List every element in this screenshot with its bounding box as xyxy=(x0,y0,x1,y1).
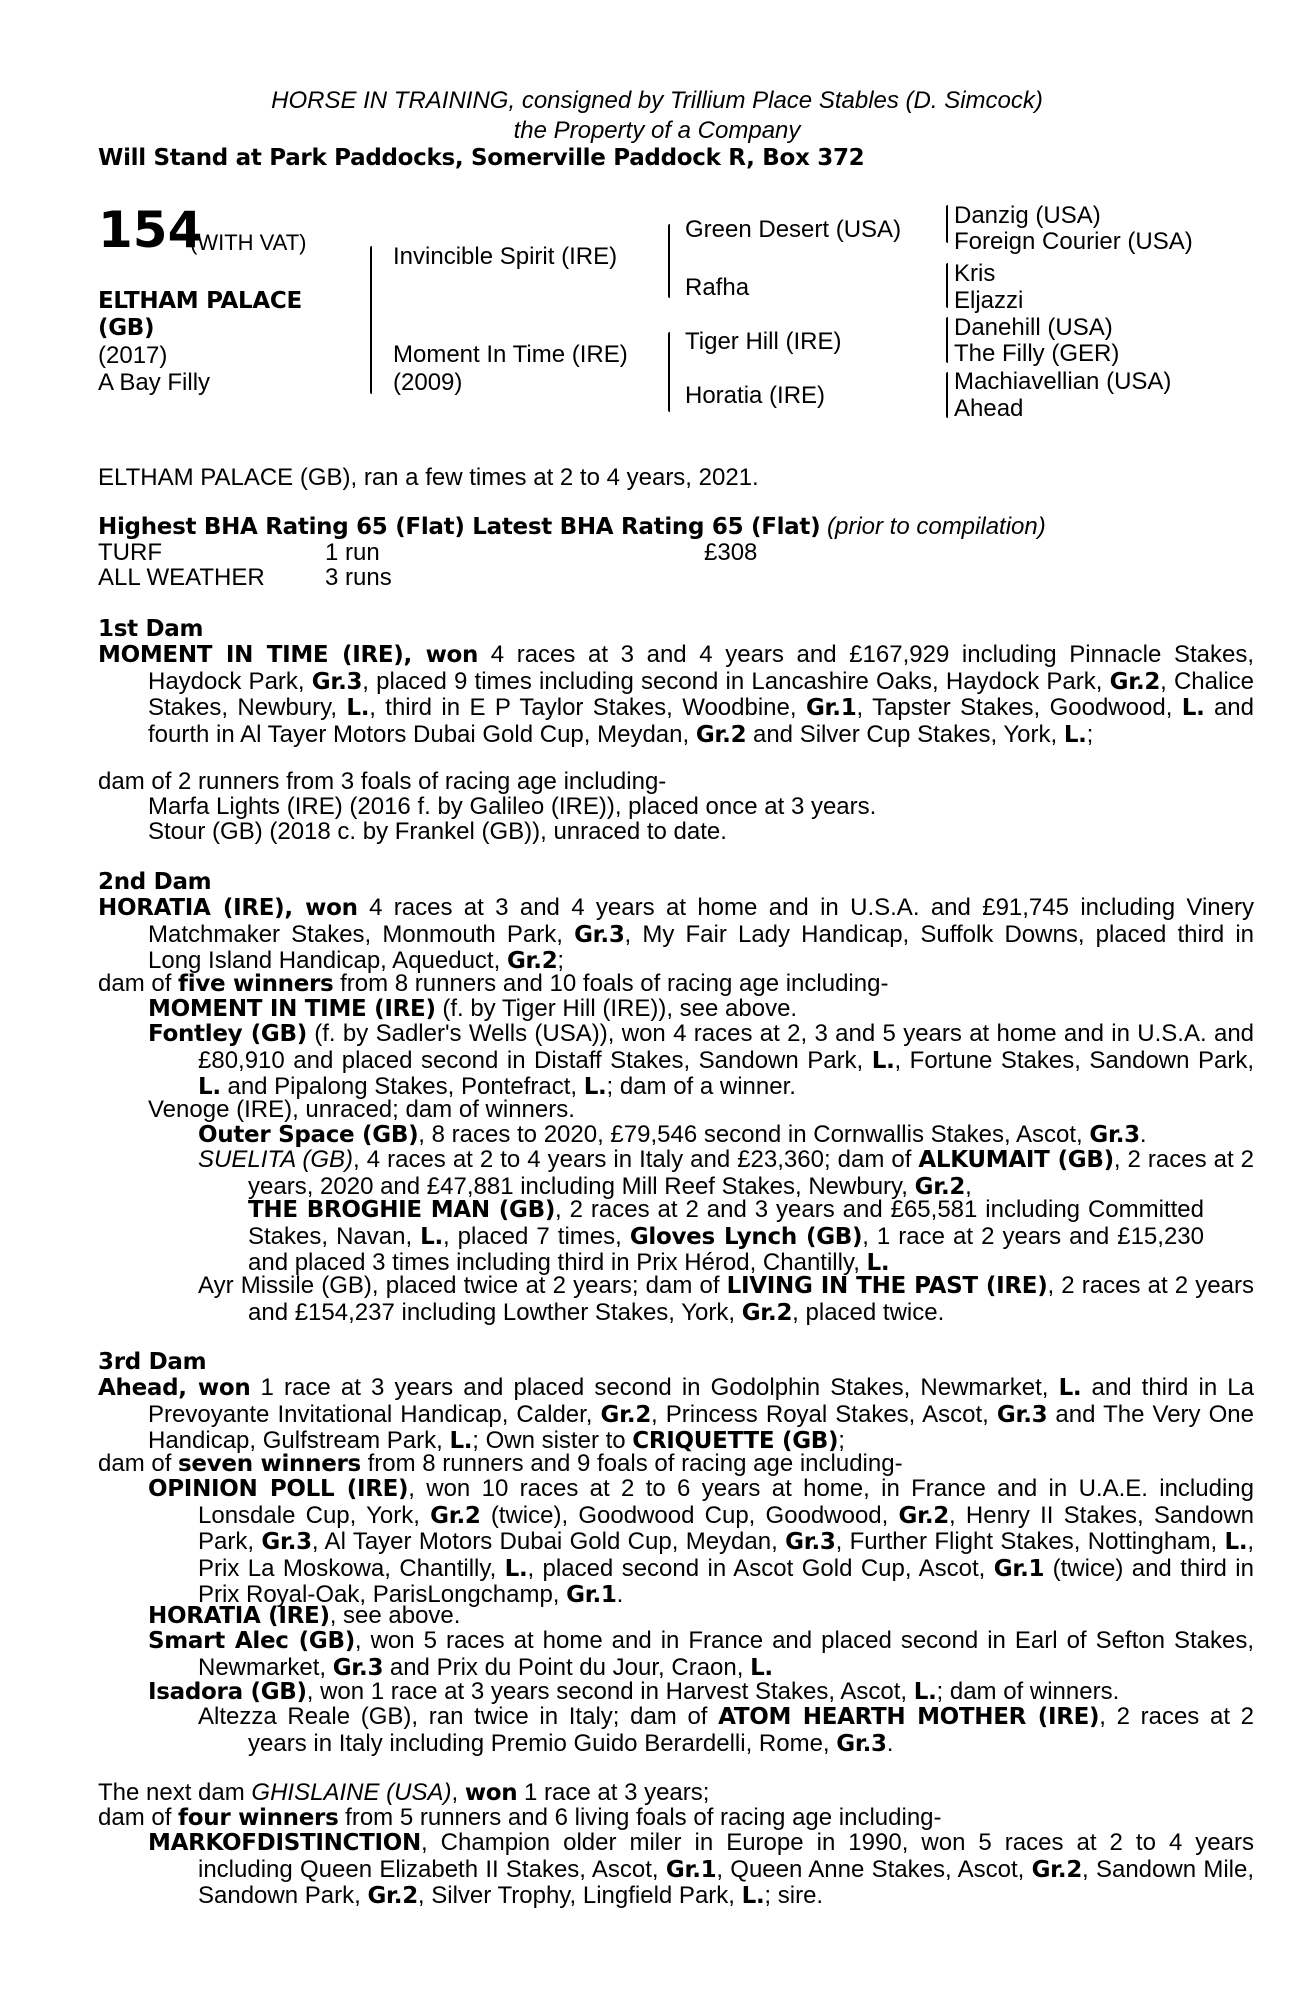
horse-year: (2017) xyxy=(98,342,168,369)
pedigree-brace xyxy=(668,224,670,298)
dam3-progeny: Isadora (GB), won 1 race at 3 years second in Harvest Stakes, Ascot, L.; dam of winners. xyxy=(148,1678,1120,1705)
dam-dam: Horatia (IRE) xyxy=(685,382,826,409)
rating-note: (prior to compilation) xyxy=(826,513,1046,540)
dam1-paragraph: MOMENT IN TIME (IRE), won 4 races at 3 and 4 years and £167,929 including Pinnacle Stakes, Haydock Park, Gr.3, placed 9 times including second in Lancashire Oaks, Haydock Park, Gr.2, Chalice Stakes, Newbury, L., third in E P Taylor Stakes, Woodbine, Gr.1, Tapster Stakes, Goodwood, L. and fourth in Al Tayer Motors Dubai Gold Cup, Meydan, Gr.2 and Silver Cup Stakes, York, L.; xyxy=(98,641,1255,748)
horse-description: A Bay Filly xyxy=(98,369,211,396)
nextdam-line: The next dam GHISLAINE (USA), won 1 race at 3 years; xyxy=(98,1779,710,1806)
race-summary: ELTHAM PALACE (GB), ran a few times at 2 to 4 years, 2021. xyxy=(98,464,759,491)
dam1-progeny: Stour (GB) (2018 c. by Frankel (GB)), unraced to date. xyxy=(148,818,727,845)
dam2-dam-of: dam of five winners from 8 runners and 10 foals of racing age including- xyxy=(98,970,889,997)
dam3-grand-progeny: Altezza Reale (GB), ran twice in Italy; dam of ATOM HEARTH MOTHER (IRE), 2 races at 2 years in Italy including Premio Guido Berardelli, Rome, Gr.3. xyxy=(198,1703,1254,1757)
dam-sire-sire: Danehill (USA) xyxy=(954,314,1113,341)
dam3-progeny: OPINION POLL (IRE), won 10 races at 2 to 6 years at home, in France and in U.A.E. including Lonsdale Cup, York, Gr.2 (twice), Goodwood Cup, Goodwood, Gr.2, Henry II Stakes, Sandown Park, Gr.3, Al Tayer Motors Dubai Gold Cup, Meydan, Gr.3, Further Flight Stakes, Nottingham, L., Prix La Moskowa, Chantilly, L., placed second in Ascot Gold Cup, Ascot, Gr.1 (twice) and third in Prix Royal-Oak, ParisLongchamp, Gr.1. xyxy=(148,1475,1254,1608)
dam2-heading: 2nd Dam xyxy=(98,869,212,895)
nextdam-dam-of: dam of four winners from 5 runners and 6 living foals of racing age including- xyxy=(98,1804,942,1831)
rating-title xyxy=(98,514,1046,541)
sire-sire-dam: Foreign Courier (USA) xyxy=(954,228,1193,255)
sire-sire: Green Desert (USA) xyxy=(685,216,902,243)
dam-year: (2009) xyxy=(393,369,463,396)
pedigree-brace xyxy=(370,246,372,394)
dam-dam-dam: Ahead xyxy=(954,395,1024,422)
dam2-grand-progeny: Outer Space (GB), 8 races to 2020, £79,546 second in Cornwallis Stakes, Ascot, Gr.3. xyxy=(198,1121,1147,1148)
dam2-paragraph: HORATIA (IRE), won 4 races at 3 and 4 years at home and in U.S.A. and £91,745 including Vinery Matchmaker Stakes, Monmouth Park, Gr.3, My Fair Lady Handicap, Suffolk Downs, placed third in Long Island Handicap, Aqueduct, Gr.2; xyxy=(98,894,1255,974)
sire-dam-sire: Kris xyxy=(954,260,996,287)
dam3-progeny: Smart Alec (GB), won 5 races at home and in France and placed second in Earl of Sefton Stakes, Newmarket, Gr.3 and Prix du Point du Jour, Craon, L. xyxy=(148,1627,1255,1681)
pedigree-brace xyxy=(946,372,948,418)
dam2-great-grand-progeny: THE BROGHIE MAN (GB), 2 races at 2 and 3 years and £65,581 including Committed Stakes, Navan, L., placed 7 times, Gloves Lynch (GB), 1 race at 2 years and £15,230 and placed 3 times including third in Prix Hérod, Chantilly, L. xyxy=(248,1196,1204,1276)
dam3-dam-of: dam of seven winners from 8 runners and 9 foals of racing age including- xyxy=(98,1450,903,1477)
sire-sire-sire: Danzig (USA) xyxy=(954,202,1101,229)
dam3-paragraph: Ahead, won 1 race at 3 years and placed second in Godolphin Stakes, Newmarket, L. and third in La Prevoyante Invitational Handicap, Calder, Gr.2, Princess Royal Stakes, Ascot, Gr.3 and The Very One Handicap, Gulfstream Park, L.; Own sister to CRIQUETTE (GB); xyxy=(98,1374,1255,1454)
dam-dam-sire: Machiavellian (USA) xyxy=(954,368,1172,395)
rating-row-earnings: £308 xyxy=(704,539,758,566)
rating-title-text: Highest BHA Rating 65 (Flat) Latest BHA Rating 65 (Flat) xyxy=(98,514,821,540)
sire-dam: Rafha xyxy=(685,274,750,301)
dam1-heading: 1st Dam xyxy=(98,616,204,642)
lot-vat: (WITH VAT) xyxy=(190,230,307,255)
dam2-grand-progeny: Ayr Missile (GB), placed twice at 2 years; dam of LIVING IN THE PAST (IRE), 2 races at 2 years and £154,237 including Lowther Stakes, York, Gr.2, placed twice. xyxy=(198,1272,1254,1326)
horse-name: ELTHAM PALACE xyxy=(98,288,302,314)
dam2-progeny: Fontley (GB) (f. by Sadler's Wells (USA)), won 4 races at 2, 3 and 5 years at home and in U.S.A. and £80,910 and placed second in Distaff Stakes, Sandown Park, L., Fortune Stakes, Sandown Park, L. and Pipalong Stakes, Pontefract, L.; dam of a winner. xyxy=(148,1020,1255,1100)
dam2-grand-progeny: SUELITA (GB), 4 races at 2 to 4 years in Italy and £23,360; dam of ALKUMAIT (GB), 2 races at 2 years, 2020 and £47,881 including Mill Reef Stakes, Newbury, Gr.2, xyxy=(198,1146,1254,1200)
rating-row-surface: TURF xyxy=(98,539,162,566)
nextdam-progeny: MARKOFDISTINCTION, Champion older miler in Europe in 1990, won 5 races at 2 to 4 years including Queen Elizabeth II Stakes, Ascot, Gr.1, Queen Anne Stakes, Ascot, Gr.2, Sandown Mile, Sandown Park, Gr.2, Silver Trophy, Lingfield Park, L.; sire. xyxy=(148,1829,1254,1909)
dam2-progeny: MOMENT IN TIME (IRE) (f. by Tiger Hill (IRE)), see above. xyxy=(148,995,798,1022)
pedigree-brace xyxy=(946,263,948,308)
horse-origin: (GB) xyxy=(98,315,155,341)
dam1-dam-of: dam of 2 runners from 3 foals of racing age including- xyxy=(98,768,667,795)
header-stand: Will Stand at Park Paddocks, Somerville Paddock R, Box 372 xyxy=(98,145,865,171)
pedigree-brace xyxy=(946,205,948,243)
dam1-progeny: Marfa Lights (IRE) (2016 f. by Galileo (IRE)), placed once at 3 years. xyxy=(148,793,877,820)
pedigree-brace xyxy=(668,332,670,412)
pedigree-brace xyxy=(946,317,948,363)
header-title: HORSE IN TRAINING, consigned by Trillium Place Stables (D. Simcock) xyxy=(271,87,1043,114)
lot-number: 154 xyxy=(98,201,203,259)
dam-sire: Tiger Hill (IRE) xyxy=(685,328,842,355)
dam2-progeny: Venoge (IRE), unraced; dam of winners. xyxy=(148,1096,575,1123)
header-subtitle: the Property of a Company xyxy=(513,117,801,144)
rating-row-runs: 1 run xyxy=(325,539,380,566)
dam3-progeny: HORATIA (IRE), see above. xyxy=(148,1602,461,1629)
dam-sire-dam: The Filly (GER) xyxy=(954,340,1120,367)
dam: Moment In Time (IRE) xyxy=(393,341,628,368)
rating-row-runs: 3 runs xyxy=(325,564,392,591)
sire-dam-dam: Eljazzi xyxy=(954,287,1024,314)
dam3-heading: 3rd Dam xyxy=(98,1349,207,1375)
rating-row-surface: ALL WEATHER xyxy=(98,564,265,591)
sire: Invincible Spirit (IRE) xyxy=(393,243,618,270)
